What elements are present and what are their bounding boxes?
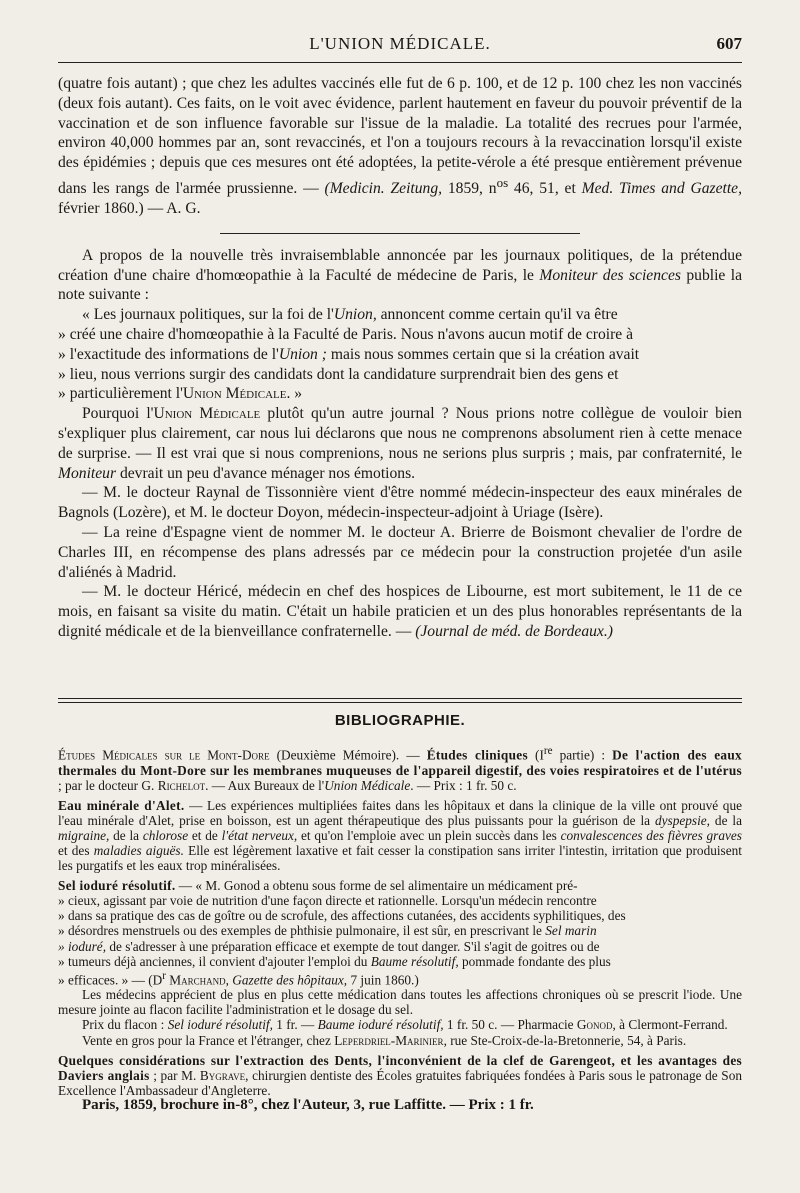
- paragraph-herice: — M. le docteur Héricé, médecin en chef des hospices de Libourne, est mort subitement, le 11 de ce mois, en faisant sa visite du matin. C'était un habile praticien et un des plus honorables représentants de la dignité médicale et de la bienveillance confraternelle. — (Journal de méd. de Bordeaux.): [58, 583, 742, 640]
- quote-line: » créé une chaire d'homœopathie à la Faculté de Paris. Nous n'avons aucun motif de croire à: [58, 325, 634, 343]
- section-separator: [220, 233, 580, 234]
- double-rule: [58, 698, 742, 703]
- paragraph-reply: Pourquoi l'Union Médicale plutôt qu'un autre journal ? Nous prions notre collègue de vouloir bien s'expliquer plus clairement, car nous lui déclarons que nous ne comprenons absolument rien à cette menace de surprise. — Il est vrai que si nous comprenions, nous ne serions plus surpris ; mais, par confraternité, le Moniteur devrait un peu d'avance ménager nos émotions.: [58, 405, 742, 482]
- bib-entry-mont-dore: Études Médicales sur le Mont-Dore (Deuxième Mémoire). — Études cliniques (Ire partie) : De l'action des eaux thermales du Mont-Dore sur les membranes muqueuses de l'appareil digestif, des voies respiratoires et de l'utérus ; par le docteur G. Richelot. — Aux Bureaux de l'Union Médicale. — Prix : 1 fr. 50 c.: [58, 745, 742, 793]
- running-title: L'UNION MÉDICALE.: [309, 34, 491, 53]
- bib-publication-line: Paris, 1859, brochure in-8°, chez l'Auteur, 3, rue Laffitte. — Prix : 1 fr.: [82, 1096, 534, 1113]
- quote-line: « Les journaux politiques, sur la foi de l'Union, annoncent comme certain qu'il va être: [82, 306, 618, 324]
- paragraph-raynal: — M. le docteur Raynal de Tissonnière vient d'être nommé médecin-inspecteur des eaux minérales de Bagnols (Lozère), et M. le docteur Doyon, médecin-inspecteur-adjoint à Uriage (Isère).: [58, 484, 742, 522]
- bibliography-heading: BIBLIOGRAPHIE.: [334, 712, 466, 729]
- page-number: 607: [716, 34, 742, 53]
- header-rule: [58, 62, 742, 63]
- quote-line: » particulièrement l'Union Médicale. »: [58, 385, 303, 403]
- page-header: [58, 34, 742, 58]
- paragraph-brierre: — La reine d'Espagne vient de nommer M. le docteur A. Brierre de Boismont chevalier de l'ordre de Charles III, en récompense des plans adressés par ce médecin pour la construction projetée d'un asile d'aliénés à Madrid.: [58, 523, 742, 581]
- bib-entry-alet: Eau minérale d'Alet. — Les expériences multipliées faites dans les hôpitaux et dans la clinique de la ville ont prouvé que l'eau minérale d'Alet, prise en boisson, est un agent thérapeutique des plus puissants pour la guérison de la dyspepsie, de la migraine, de la chlorose et de l'état nerveux, et qu'on l'emploie avec un plein succès dans les convalescences des fièvres graves et des maladies aiguës. Elle est légèrement laxative et fait cesser la constipation sans irriter l'intestin, irritation que produisent les purgatifs et les eaux trop minéralisées.: [58, 797, 742, 874]
- bib-entry-sel-iodure: Sel ioduré résolutif. — « M. Gonod a obtenu sous forme de sel alimentaire un médicament pré- » cieux, agissant par voie de nutrition d'une façon directe et rationnelle. Lorsqu'un médecin rencontre » dans sa pratique des cas de goître ou de scrofule, des affections cutanées, des accidents syphilitiques, des » désordres menstruels ou des exemples de phthisie pulmonaire, il est sûr, en prescrivant le Sel marin » ioduré, de s'adresser à une préparation efficace et exempte de tout danger. S'il s'agit de goitres ou de » tumeurs déjà anciennes, il convient d'ajouter l'emploi du Baume résolutif, pommade fondante des plus » efficaces. » — ($D^r$ Marchand, Gazette des hôpitaux, 7 juin 1860.): [58, 878, 626, 988]
- paragraph-vaccination: (quatre fois autant) ; que chez les adultes vaccinés elle fut de 6 p. 100, et de 12 p. 100 chez les non vaccinés (deux fois autant). Ces faits, on le voit avec évidence, parlent hautement en faveur du pouvoir préventif de la vaccination et de son influence favorable sur l'issue de la maladie. La totalité des recrues pour l'armée, environ 40,000 hommes par an, sont revaccinés, et l'on a toujours recours à la revaccination lorsqu'il existe des épidémies ; depuis que ces mesures ont été adoptées, la petite-vérole a été presque entièrement prévenue dans les rangs de l'armée prussienne. — (Medicin. Zeitung, 1859, $n^{os}$ 46, 51, et Med. Times and Gazette, février 1860.) — A. G.: [58, 75, 742, 217]
- bib-paragraph: Vente en gros pour la France et l'étranger, chez Leperdriel-Marinier, rue Ste-Croix-de-la-Bretonnerie, 54, à Paris.: [82, 1032, 687, 1048]
- quote-line: » l'exactitude des informations de l'Union ; mais nous sommes certain que si la création avait: [58, 345, 640, 363]
- bib-paragraph: Prix du flacon : Sel ioduré résolutif, 1 fr. — Baume ioduré résolutif, 1 fr. 50 c. — Pharmacie Gonod, à Clermont-Ferrand.: [82, 1017, 728, 1033]
- bibliography-section: [58, 744, 742, 1118]
- bib-paragraph: Les médecins apprécient de plus en plus cette médication dans toutes les affections chroniques où se prescrit l'iode. Une mesure jointe au flacon facilite l'administration et le dosage du sel.: [58, 987, 742, 1018]
- paragraph-homoeopathy: A propos de la nouvelle très invraisemblable annoncée par les journaux politiques, de la prétendue création d'une chaire d'homœopathie à la Faculté de médecine de Paris, le Moniteur des sciences publie la note suivante :: [58, 246, 742, 304]
- news-section: [58, 74, 742, 642]
- bib-entry-dents: Quelques considérations sur l'extraction des Dents, l'inconvénient de la clef de Garengeot, et les avantages des Daviers anglais ; par M. Bygrave, chirurgien dentiste des Écoles gratuites fabriquées fondées à Paris sous le patronage de Son Excellence l'Ambassadeur d'Angleterre.: [58, 1052, 742, 1098]
- quote-line: » lieu, nous verrions surgir des candidats dont la candidature surprendrait bien des gens et: [58, 365, 619, 383]
